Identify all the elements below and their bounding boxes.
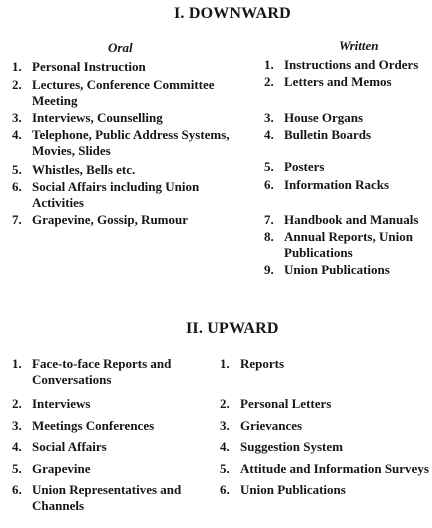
written-heading: Written xyxy=(339,38,379,53)
downward-title: I. DOWNWARD xyxy=(174,5,291,22)
upward-title: II. UPWARD xyxy=(186,320,279,337)
oral-heading: Oral xyxy=(108,40,133,55)
